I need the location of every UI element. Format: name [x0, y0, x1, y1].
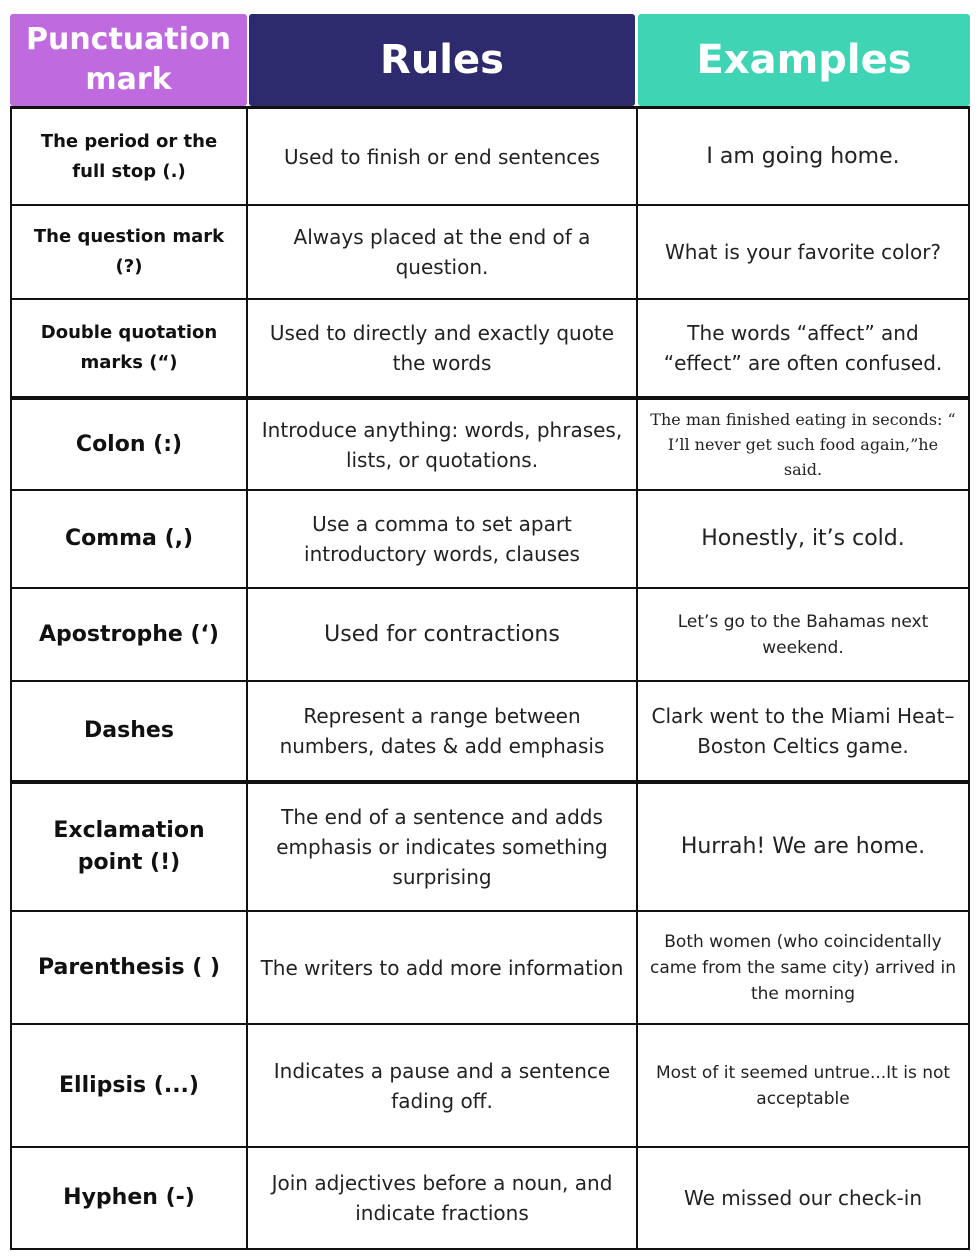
mark-cell: Apostrophe (‘): [10, 589, 248, 680]
table-row: [10, 912, 970, 1025]
mark-cell: Ellipsis (...): [10, 1025, 248, 1146]
rule-cell: Used for contractions: [248, 589, 638, 680]
rule-cell: Use a comma to set apart introductory words, clauses: [248, 491, 638, 587]
rule-cell: Indicates a pause and a sentence fading off.: [248, 1025, 638, 1146]
mark-cell: Exclamation point (!): [10, 784, 248, 910]
example-cell: What is your favorite color?: [638, 206, 970, 298]
rule-cell: Used to finish or end sentences: [248, 109, 638, 204]
header-examples: Examples: [638, 14, 970, 106]
rule-cell: Used to directly and exactly quote the words: [248, 300, 638, 396]
rule-cell: Represent a range between numbers, dates & add emphasis: [248, 682, 638, 780]
punctuation-table: [10, 106, 970, 1250]
rule-cell: The writers to add more information: [248, 912, 638, 1023]
example-cell: Let’s go to the Bahamas next weekend.: [638, 589, 970, 680]
example-cell: Hurrah! We are home.: [638, 784, 970, 910]
mark-cell: Dashes: [10, 682, 248, 780]
rule-cell: Always placed at the end of a question.: [248, 206, 638, 298]
rule-cell: Introduce anything: words, phrases, lists, or quotations.: [248, 400, 638, 489]
table-row: [10, 589, 970, 682]
mark-cell: The period or the full stop (.): [10, 109, 248, 204]
rule-cell: Join adjectives before a noun, and indicate fractions: [248, 1148, 638, 1248]
example-cell: I am going home.: [638, 109, 970, 204]
table-row: [10, 300, 970, 400]
mark-cell: Colon (:): [10, 400, 248, 489]
table-row: [10, 682, 970, 784]
mark-cell: Parenthesis ( ): [10, 912, 248, 1023]
mark-cell: Hyphen (-): [10, 1148, 248, 1248]
table-row: [10, 1025, 970, 1148]
example-cell: The man finished eating in seconds: “ I’ll never get such food again,”he said.: [638, 400, 970, 489]
table-row: [10, 400, 970, 491]
rule-cell: The end of a sentence and adds emphasis or indicates something surprising: [248, 784, 638, 910]
example-cell: Honestly, it’s cold.: [638, 491, 970, 587]
example-cell: Most of it seemed untrue...It is not acceptable: [638, 1025, 970, 1146]
mark-cell: Double quotation marks (“): [10, 300, 248, 396]
header-punctuation-mark: Punctuation mark: [10, 14, 247, 106]
table-row: [10, 206, 970, 300]
table-row: [10, 109, 970, 206]
mark-cell: Comma (,): [10, 491, 248, 587]
table-row: [10, 1148, 970, 1248]
table-row: [10, 491, 970, 589]
example-cell: Clark went to the Miami Heat–Boston Celtics game.: [638, 682, 970, 780]
table-row: [10, 784, 970, 912]
example-cell: The words “affect” and “effect” are often confused.: [638, 300, 970, 396]
example-cell: Both women (who coincidentally came from the same city) arrived in the morning: [638, 912, 970, 1023]
mark-cell: The question mark (?): [10, 206, 248, 298]
example-cell: We missed our check-in: [638, 1148, 970, 1248]
header-rules: Rules: [249, 14, 635, 106]
